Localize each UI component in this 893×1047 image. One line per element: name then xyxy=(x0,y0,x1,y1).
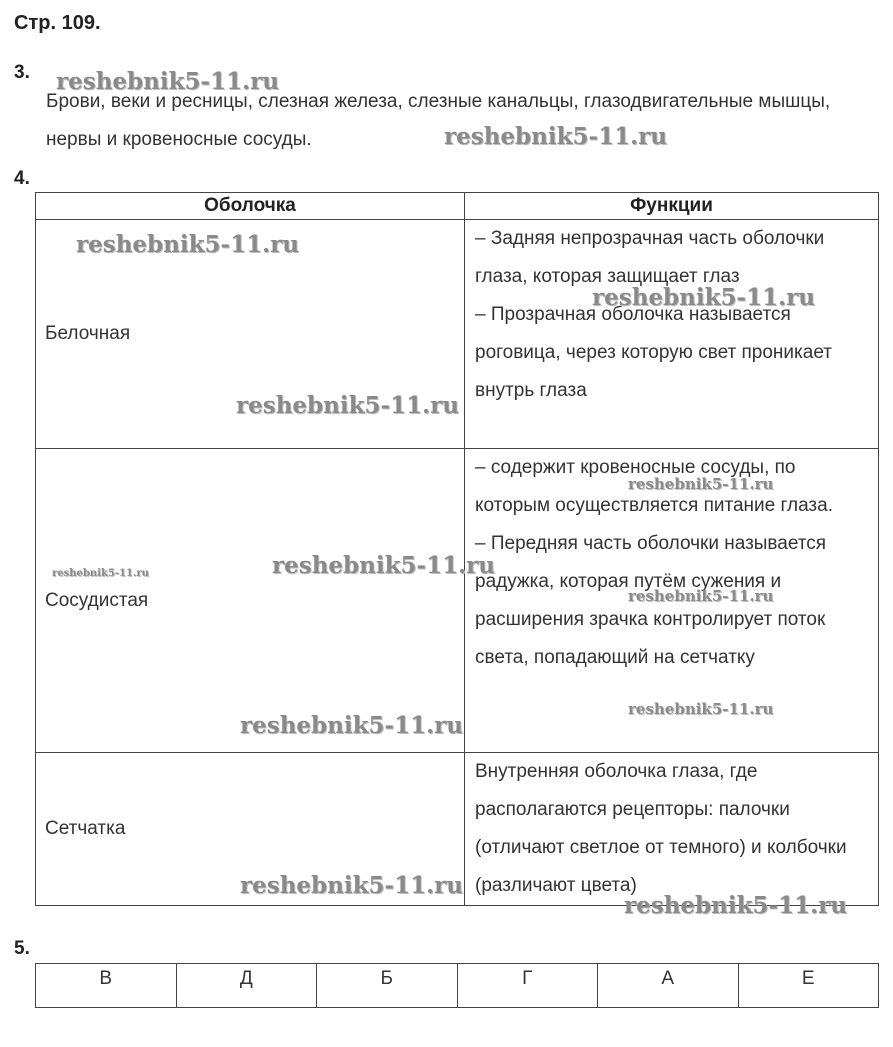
shell-function: – Задняя непрозрачная часть оболочки глаза, которая защищает глаз – Прозрачная оболочка называется роговица, через которую свет проникает внутрь глаза xyxy=(465,220,879,449)
watermark: reshebnik5-11.ru xyxy=(56,68,279,95)
watermark: reshebnik5-11.ru xyxy=(628,700,774,718)
watermark: reshebnik5-11.ru xyxy=(592,284,815,311)
answer-cell: Б xyxy=(317,964,458,1008)
header-functions: Функции xyxy=(465,193,879,220)
table-header-row xyxy=(36,193,879,220)
header-shell: Оболочка xyxy=(36,193,465,220)
watermark: reshebnik5-11.ru xyxy=(240,712,463,739)
shell-name: Сосудистая xyxy=(36,449,465,753)
watermark: reshebnik5-11.ru xyxy=(52,568,149,579)
watermark: reshebnik5-11.ru xyxy=(628,587,774,605)
watermark: reshebnik5-11.ru xyxy=(240,872,463,899)
answer-cell: В xyxy=(36,964,177,1008)
answer-cell: А xyxy=(598,964,739,1008)
watermark: reshebnik5-11.ru xyxy=(624,892,847,919)
task4-number: 4. xyxy=(14,168,30,189)
task5-number: 5. xyxy=(14,938,30,959)
watermark: reshebnik5-11.ru xyxy=(628,475,774,493)
shell-name: Сетчатка xyxy=(36,753,465,906)
answer-cell: Г xyxy=(457,964,598,1008)
answer-cell: Д xyxy=(176,964,317,1008)
page-header: Стр. 109. xyxy=(14,12,101,34)
answer-table xyxy=(35,963,879,1008)
shell-function: Внутренняя оболочка глаза, где располагаются рецепторы: палочки (отличают светлое от темного) и колбочки (различают цвета) xyxy=(465,753,879,906)
task3-number: 3. xyxy=(14,62,30,83)
shell-name: Белочная xyxy=(36,220,465,449)
watermark: reshebnik5-11.ru xyxy=(76,231,299,258)
watermark: reshebnik5-11.ru xyxy=(236,392,459,419)
watermark: reshebnik5-11.ru xyxy=(272,552,495,579)
task3-text: Брови, веки и ресницы, слезная железа, слезные канальцы, глазодвигательные мышцы, нервы и кровеносные сосуды. xyxy=(46,91,831,150)
answer-row xyxy=(36,964,879,1008)
shell-function: – содержит кровеносные сосуды, по которым осуществляется питание глаза. – Передняя часть оболочки называется радужка, которая путём сужения и расширения зрачка контролирует поток света, попадающий на сетчатку xyxy=(465,449,879,753)
watermark: reshebnik5-11.ru xyxy=(444,123,667,150)
answer-cell: Е xyxy=(738,964,879,1008)
